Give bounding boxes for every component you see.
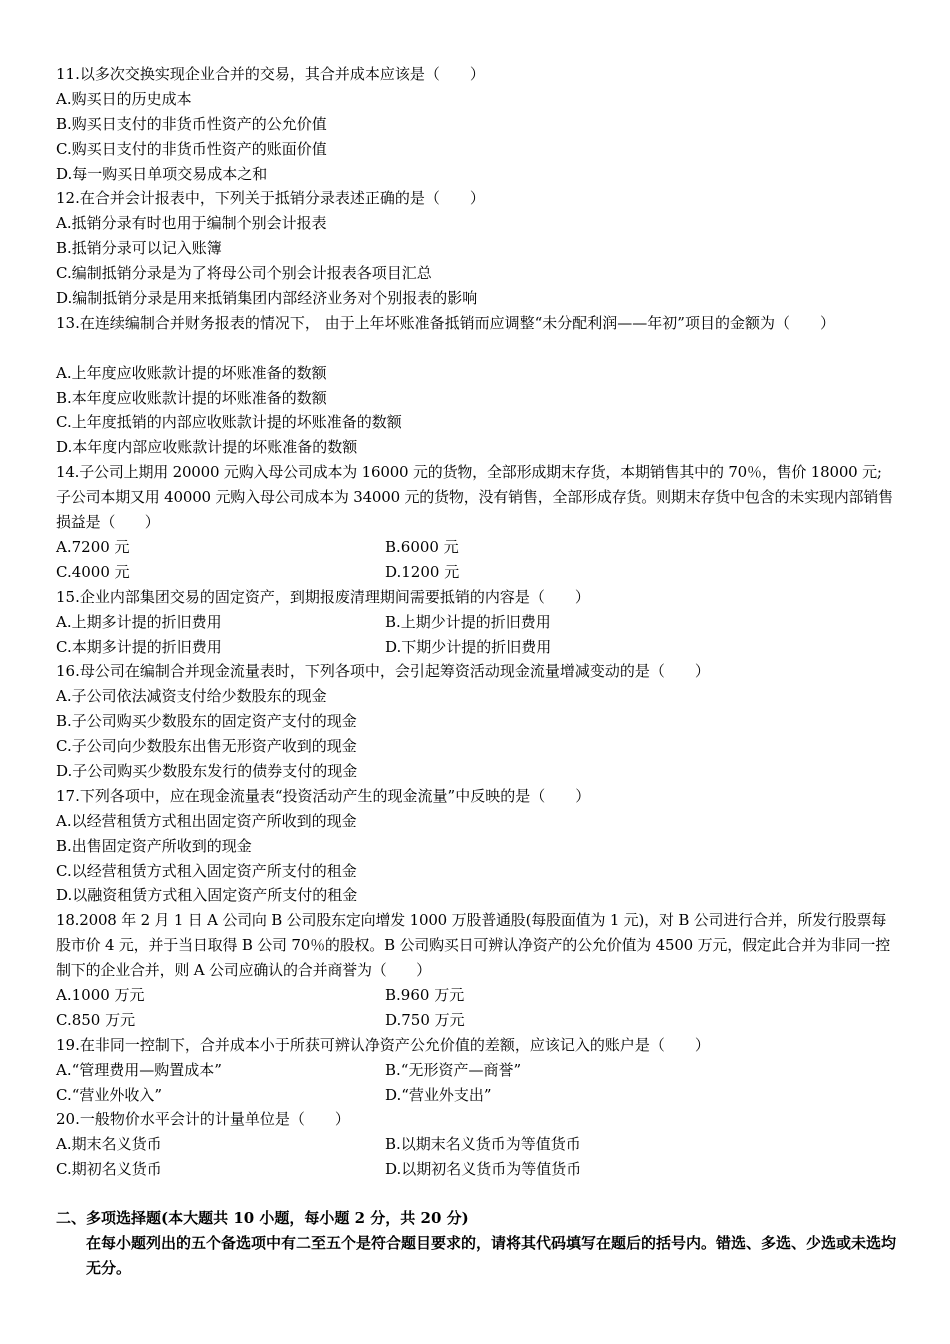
option-c: C.期初名义货币 bbox=[56, 1160, 162, 1179]
option-b: B.以期末名义货币为等值货币 bbox=[385, 1135, 581, 1154]
question-20 bbox=[56, 1107, 896, 1182]
question-stem: 12.在合并会计报表中，下列关于抵销分录表述正确的是（ ） bbox=[56, 189, 485, 208]
option-a: A.1000 万元 bbox=[56, 986, 145, 1004]
option-a: A.期末名义货币 bbox=[56, 1135, 162, 1154]
option-a: A.购买日的历史成本 bbox=[56, 89, 192, 108]
option-d: D.以期初名义货币为等值货币 bbox=[385, 1160, 582, 1179]
question-stem: 16.母公司在编制合并现金流量表时，下列各项中，会引起筹资活动现金流量增减变动的是（ ） bbox=[56, 662, 710, 681]
question-11 bbox=[56, 62, 896, 186]
option-a: A.抵销分录有时也用于编制个别会计报表 bbox=[56, 214, 327, 233]
option-a: A.上期多计提的折旧费用 bbox=[56, 612, 222, 631]
option-c: C.“营业外收入” bbox=[56, 1085, 163, 1104]
options-row bbox=[56, 983, 896, 1008]
options-row bbox=[56, 560, 896, 585]
option-d: D.750 万元 bbox=[385, 1010, 465, 1029]
options-row bbox=[56, 1157, 896, 1182]
question-12 bbox=[56, 186, 896, 310]
option-c: C.以经营租赁方式租入固定资产所支付的租金 bbox=[56, 861, 357, 880]
option-b: B.6000 元 bbox=[385, 537, 459, 556]
question-18 bbox=[56, 908, 896, 1032]
option-d: D.子公司购买少数股东发行的债券支付的现金 bbox=[56, 761, 358, 780]
option-c: C.本期多计提的折旧费用 bbox=[56, 637, 222, 656]
option-c: C.编制抵销分录是为了将母公司个别会计报表各项目汇总 bbox=[56, 264, 432, 283]
question-15 bbox=[56, 585, 896, 660]
option-b: B.960 万元 bbox=[385, 986, 465, 1004]
options-row bbox=[56, 1058, 896, 1083]
question-list bbox=[56, 62, 896, 1281]
option-b: B.子公司购买少数股东的固定资产支付的现金 bbox=[56, 712, 357, 731]
option-c: C.850 万元 bbox=[56, 1010, 136, 1029]
option-d: D.以融资租赁方式租入固定资产所支付的租金 bbox=[56, 886, 358, 905]
question-stem: 18.2008 年 2 月 1 日 A 公司向 B 公司股东定向增发 1000 万股普通股(每股面值为 1 元)，对 B 公司进行合并，所发行股票每股市价 4 元，并于当日取得 B 公司 70％的股权。B 公司购买日可辨认净资产的公允价值为 4500 万元，假定此合并为非同一控制下的企业合并，则 A 公司应确认的合并商誉为（ ） bbox=[56, 911, 890, 980]
option-a: A.“管理费用—购置成本” bbox=[56, 1060, 222, 1079]
option-b: B.购买日支付的非货币性资产的公允价值 bbox=[56, 114, 327, 133]
options-row bbox=[56, 535, 896, 560]
question-19 bbox=[56, 1033, 896, 1108]
option-b: B.抵销分录可以记入账簿 bbox=[56, 239, 222, 258]
option-d: D.编制抵销分录是用来抵销集团内部经济业务对个别报表的影响 bbox=[56, 289, 478, 308]
option-c: C.购买日支付的非货币性资产的账面价值 bbox=[56, 139, 327, 158]
options-row bbox=[56, 1132, 896, 1157]
option-d: D.每一购买日单项交易成本之和 bbox=[56, 164, 268, 183]
option-c: C.子公司向少数股东出售无形资产收到的现金 bbox=[56, 737, 357, 756]
option-a: A.以经营租赁方式租出固定资产所收到的现金 bbox=[56, 811, 357, 830]
option-b: B.本年度应收账款计提的坏账准备的数额 bbox=[56, 388, 327, 407]
section-heading: 二、多项选择题(本大题共 10 小题，每小题 2 分，共 20 分) bbox=[56, 1209, 469, 1228]
question-13 bbox=[56, 311, 896, 460]
question-stem: 20.一般物价水平会计的计量单位是（ ） bbox=[56, 1110, 350, 1129]
question-stem: 13.在连续编制合并财务报表的情况下， 由于上年坏账准备抵销而应调整“未分配利润——年初”项目的金额为（ ） bbox=[56, 313, 835, 332]
option-a: A.子公司依法减资支付给少数股东的现金 bbox=[56, 687, 327, 706]
question-16 bbox=[56, 659, 896, 783]
option-d: D.“营业外支出” bbox=[385, 1085, 492, 1104]
option-c: C.4000 元 bbox=[56, 562, 130, 581]
question-stem: 11.以多次交换实现企业合并的交易，其合并成本应该是（ ） bbox=[56, 65, 485, 83]
question-stem: 17.下列各项中，应在现金流量表“投资活动产生的现金流量”中反映的是（ ） bbox=[56, 786, 591, 805]
question-stem: 14.子公司上期用 20000 元购入母公司成本为 16000 元的货物，全部形成期末存货，本期销售其中的 70％，售价 18000 元; 子公司本期又用 40000 元购入母公司成本为 34000 元的货物，没有销售，全部形成存货。则期末存货中包含的未实现内部销售损益是（ ） bbox=[56, 463, 893, 532]
option-a: A.7200 元 bbox=[56, 537, 130, 556]
options-row bbox=[56, 635, 896, 660]
option-d: D.本年度内部应收账款计提的坏账准备的数额 bbox=[56, 438, 358, 457]
option-d: D.下期少计提的折旧费用 bbox=[385, 637, 552, 656]
option-d: D.1200 元 bbox=[385, 562, 460, 581]
option-c: C.上年度抵销的内部应收账款计提的坏账准备的数额 bbox=[56, 413, 402, 432]
options-row bbox=[56, 610, 896, 635]
question-14 bbox=[56, 460, 896, 584]
option-b: B.上期少计提的折旧费用 bbox=[385, 612, 551, 631]
options-row bbox=[56, 1008, 896, 1033]
option-b: B.“无形资产—商誉” bbox=[385, 1060, 522, 1079]
question-17 bbox=[56, 784, 896, 908]
question-stem: 19.在非同一控制下，合并成本小于所获可辨认净资产公允价值的差额，应该记入的账户是（ ） bbox=[56, 1035, 710, 1054]
option-a: A.上年度应收账款计提的坏账准备的数额 bbox=[56, 363, 327, 382]
question-stem: 15.企业内部集团交易的固定资产，到期报废清理期间需要抵销的内容是（ ） bbox=[56, 587, 590, 606]
section-instructions: 在每小题列出的五个备选项中有二至五个是符合题目要求的，请将其代码填写在题后的括号内。错选、多选、少选或未选均无分。 bbox=[86, 1234, 897, 1278]
options-row bbox=[56, 1083, 896, 1108]
option-b: B.出售固定资产所收到的现金 bbox=[56, 836, 252, 855]
